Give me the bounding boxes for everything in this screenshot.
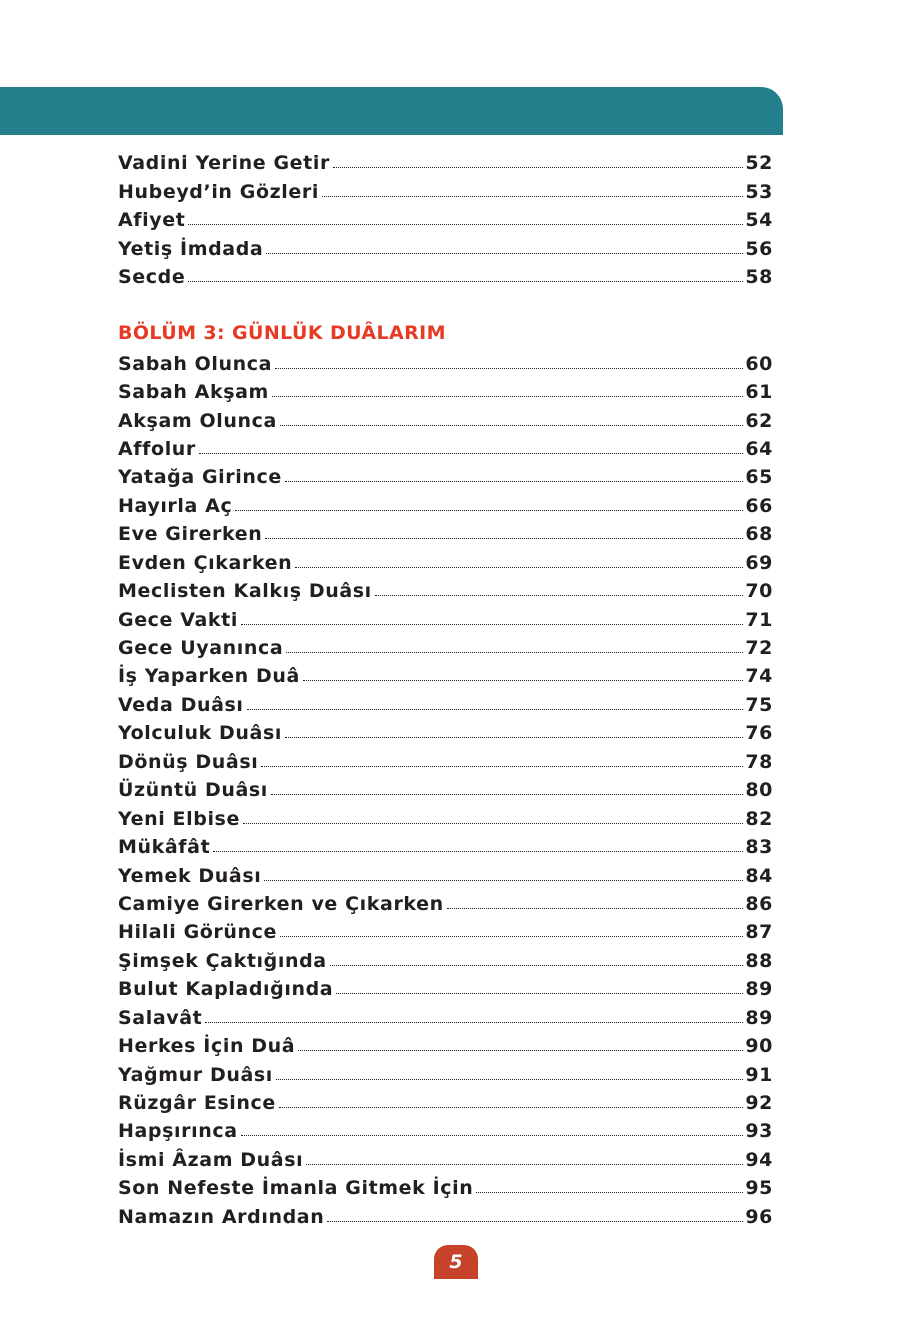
toc-entry[interactable] <box>118 858 773 886</box>
toc-entry[interactable] <box>118 1086 773 1114</box>
toc-entry-title: Akşam Olunca <box>118 409 277 432</box>
toc-entry-page: 91 <box>745 1063 773 1086</box>
table-of-contents <box>118 146 773 1228</box>
toc-entry-page: 64 <box>745 437 773 460</box>
toc-entry-title: İş Yaparken Duâ <box>118 665 300 688</box>
toc-entry[interactable] <box>118 231 773 259</box>
dotted-leader <box>264 879 743 881</box>
toc-entry[interactable] <box>118 1114 773 1142</box>
toc-entry-title: Salavât <box>118 1006 203 1029</box>
toc-entry[interactable] <box>118 517 773 545</box>
toc-entry-page: 61 <box>745 381 773 404</box>
dotted-leader <box>275 367 743 369</box>
page-number: 5 <box>449 1251 463 1273</box>
dotted-leader <box>279 1106 743 1108</box>
toc-entry[interactable] <box>118 574 773 602</box>
toc-entry-page: 88 <box>745 949 773 972</box>
toc-entry-page: 96 <box>745 1205 773 1228</box>
toc-entry-title: Afiyet <box>118 209 186 232</box>
toc-entry-title: Hilali Görünce <box>118 921 278 944</box>
toc-entry-title: Veda Duâsı <box>118 693 244 716</box>
toc-entry-page: 66 <box>745 494 773 517</box>
dotted-leader <box>241 623 743 625</box>
toc-entry[interactable] <box>118 174 773 202</box>
toc-entry-page: 72 <box>745 637 773 659</box>
toc-entry-title: Üzüntü Duâsı <box>118 779 268 802</box>
toc-entry[interactable] <box>118 972 773 1000</box>
header-band <box>0 87 783 135</box>
dotted-leader <box>235 509 743 511</box>
toc-entry[interactable] <box>118 1142 773 1170</box>
toc-entry[interactable] <box>118 1199 773 1227</box>
toc-entry[interactable] <box>118 403 773 431</box>
toc-entry[interactable] <box>118 744 773 772</box>
toc-entry[interactable] <box>118 375 773 403</box>
toc-entry-page: 89 <box>745 978 773 1001</box>
toc-entry-page: 62 <box>745 409 773 432</box>
toc-entry-page: 60 <box>745 352 773 375</box>
dotted-leader <box>272 395 743 397</box>
dotted-leader <box>276 1078 743 1080</box>
toc-entry-title: Bulut Kapladığında <box>118 978 334 1001</box>
toc-entry-title: Şimşek Çaktığında <box>118 949 327 972</box>
toc-entry-title: Hayırla Aç <box>118 494 233 517</box>
dotted-leader <box>261 765 743 767</box>
toc-entry[interactable] <box>118 545 773 573</box>
toc-entry[interactable] <box>118 146 773 174</box>
toc-entry-title: Yeni Elbise <box>118 807 240 830</box>
toc-entry-title: Yemek Duâsı <box>118 864 262 887</box>
toc-entry-title: Sabah Akşam <box>118 381 269 404</box>
toc-entry[interactable] <box>118 716 773 744</box>
toc-entry[interactable] <box>118 887 773 915</box>
toc-entry-title: Vadini Yerine Getir <box>118 152 330 175</box>
toc-entry-title: Gece Vakti <box>118 608 238 631</box>
toc-group-1 <box>118 146 773 288</box>
dotted-leader <box>199 452 743 454</box>
toc-entry-title: Secde <box>118 266 186 289</box>
dotted-leader <box>327 1220 743 1222</box>
toc-entry-page: 93 <box>745 1120 773 1143</box>
dotted-leader <box>241 1134 744 1136</box>
dotted-leader <box>322 195 743 197</box>
dotted-leader <box>213 850 743 852</box>
toc-entry[interactable] <box>118 801 773 829</box>
toc-entry[interactable] <box>118 203 773 231</box>
toc-entry-page: 80 <box>745 779 773 802</box>
toc-entry-page: 69 <box>745 551 773 574</box>
toc-entry-title: Yetiş İmdada <box>118 237 264 260</box>
dotted-leader <box>188 223 743 225</box>
dotted-leader <box>188 280 743 282</box>
toc-entry-page: 53 <box>745 180 773 203</box>
dotted-leader <box>336 992 743 994</box>
toc-entry[interactable] <box>118 1057 773 1085</box>
dotted-leader <box>280 935 743 937</box>
toc-entry-page: 74 <box>745 665 773 688</box>
toc-entry-page: 90 <box>745 1035 773 1058</box>
toc-entry-title: Rüzgâr Esince <box>118 1092 276 1114</box>
toc-entry-title: Gece Uyanınca <box>118 637 284 659</box>
dotted-leader <box>271 793 743 795</box>
toc-group-2 <box>118 346 773 1228</box>
toc-entry-page: 56 <box>745 237 773 260</box>
dotted-leader <box>330 964 744 966</box>
toc-entry-page: 75 <box>745 693 773 716</box>
toc-entry-title: Yatağa Girince <box>118 466 282 489</box>
toc-entry-page: 89 <box>745 1006 773 1029</box>
dotted-leader <box>247 708 744 710</box>
toc-entry-page: 52 <box>745 152 773 175</box>
toc-entry-page: 70 <box>745 580 773 603</box>
toc-entry[interactable] <box>118 346 773 374</box>
toc-entry[interactable] <box>118 460 773 488</box>
dotted-leader <box>285 736 743 738</box>
toc-entry-page: 92 <box>745 1092 773 1114</box>
toc-entry-page: 54 <box>745 209 773 232</box>
toc-entry[interactable] <box>118 1171 773 1199</box>
dotted-leader <box>265 537 743 539</box>
toc-entry-page: 87 <box>745 921 773 944</box>
dotted-leader <box>285 480 744 482</box>
dotted-leader <box>476 1191 743 1193</box>
toc-entry[interactable] <box>118 915 773 943</box>
toc-entry-title: Son Nefeste İmanla Gitmek İçin <box>118 1177 474 1200</box>
toc-entry-title: Meclisten Kalkış Duâsı <box>118 580 372 603</box>
toc-entry-page: 83 <box>745 836 773 859</box>
toc-entry-title: Evden Çıkarken <box>118 551 293 574</box>
toc-entry-title: Affolur <box>118 437 196 460</box>
dotted-leader <box>303 679 743 681</box>
toc-entry[interactable] <box>118 602 773 630</box>
toc-entry-page: 86 <box>745 892 773 915</box>
toc-entry-page: 78 <box>745 750 773 773</box>
toc-entry-title: Yağmur Duâsı <box>118 1063 273 1086</box>
toc-entry-page: 58 <box>745 266 773 289</box>
toc-entry-title: Dönüş Duâsı <box>118 750 259 773</box>
toc-entry-title: Mükâfât <box>118 836 211 859</box>
toc-entry-title: Hapşırınca <box>118 1120 238 1143</box>
dotted-leader <box>295 566 743 568</box>
toc-entry-page: 94 <box>745 1148 773 1171</box>
dotted-leader <box>266 252 743 254</box>
toc-entry[interactable] <box>118 773 773 801</box>
toc-entry[interactable] <box>118 1000 773 1028</box>
toc-entry[interactable] <box>118 432 773 460</box>
section-heading: BÖLÜM 3: GÜNLÜK DUÂLARIM <box>118 322 446 345</box>
dotted-leader <box>447 907 744 909</box>
toc-entry-title: Hubeyd’in Gözleri <box>118 180 319 203</box>
dotted-leader <box>375 594 744 596</box>
toc-entry[interactable] <box>118 659 773 687</box>
toc-entry[interactable] <box>118 631 773 659</box>
dotted-leader <box>306 1163 743 1165</box>
page-number-badge <box>434 1245 478 1279</box>
dotted-leader <box>243 822 743 824</box>
toc-entry-page: 84 <box>745 864 773 887</box>
dotted-leader <box>298 1049 743 1051</box>
toc-entry[interactable] <box>118 830 773 858</box>
toc-entry[interactable] <box>118 943 773 971</box>
toc-entry-title: Sabah Olunca <box>118 352 273 375</box>
toc-entry[interactable] <box>118 1029 773 1057</box>
toc-entry-title: İsmi Âzam Duâsı <box>118 1148 304 1171</box>
dotted-leader <box>205 1021 743 1023</box>
toc-entry-title: Camiye Girerken ve Çıkarken <box>118 892 444 915</box>
toc-entry-page: 95 <box>745 1177 773 1200</box>
toc-entry-title: Herkes İçin Duâ <box>118 1035 296 1058</box>
dotted-leader <box>280 424 743 426</box>
toc-entry-page: 71 <box>745 608 773 631</box>
toc-entry[interactable] <box>118 260 773 288</box>
toc-entry-page: 68 <box>745 523 773 546</box>
toc-entry-page: 82 <box>745 807 773 830</box>
toc-entry[interactable] <box>118 687 773 715</box>
toc-entry-page: 76 <box>745 722 773 745</box>
toc-entry-title: Eve Girerken <box>118 523 263 546</box>
toc-entry-title: Namazın Ardından <box>118 1205 325 1228</box>
toc-entry-title: Yolculuk Duâsı <box>118 722 282 745</box>
dotted-leader <box>286 651 743 653</box>
toc-entry-page: 65 <box>745 466 773 489</box>
toc-entry[interactable] <box>118 488 773 516</box>
dotted-leader <box>333 166 743 168</box>
